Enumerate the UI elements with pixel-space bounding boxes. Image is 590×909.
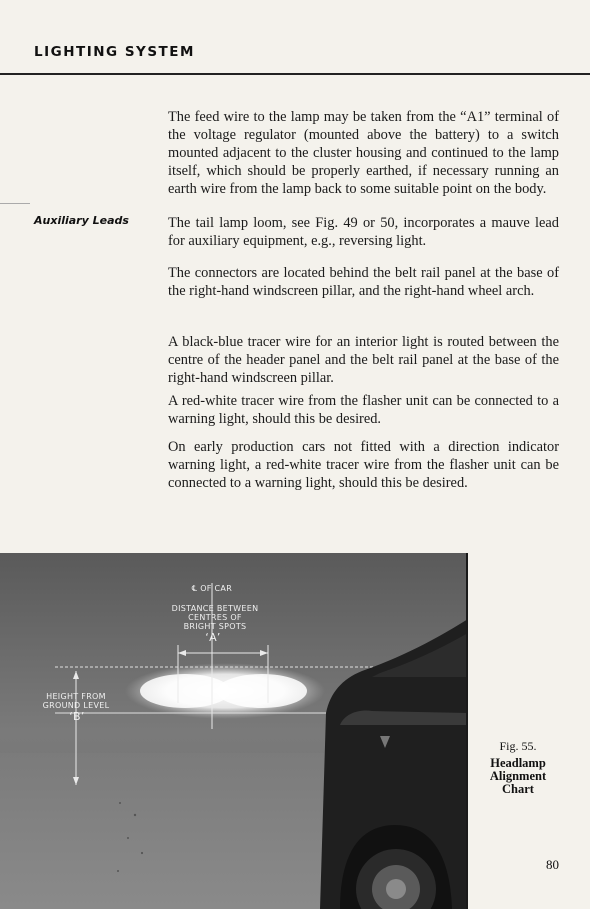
label-distance-a: ‘A’ xyxy=(205,631,221,644)
header-rule xyxy=(0,73,590,75)
label-height-b: ‘B’ xyxy=(69,710,85,723)
paragraph-interior-light: A black-blue tracer wire for an interior light is routed between the centre of the header panel and the belt rail panel at the base of the right-hand windscreen pillar. xyxy=(168,334,559,386)
caption-number: Fig. 55. xyxy=(499,739,537,753)
page-header-title: LIGHTING SYSTEM xyxy=(34,44,195,60)
paragraph-flasher-warning: A red-white tracer wire from the flasher unit can be connected to a warning light, should this be desired. xyxy=(168,393,559,427)
caption-title-line1: Headlamp xyxy=(490,756,546,770)
caption-title-line3: Chart xyxy=(502,782,534,796)
page-number: 80 xyxy=(546,857,559,872)
section-separator xyxy=(0,203,30,204)
label-distance-line2: CENTRES OF xyxy=(188,613,242,622)
paragraph-early-production: On early production cars not fitted with a direction indicator warning light, a red-white tracer wire from the flasher unit can be connected to a warning light, should this be desired. xyxy=(168,439,559,491)
label-distance-line3: BRIGHT SPOTS xyxy=(183,622,247,631)
label-height-line2: GROUND LEVEL xyxy=(42,701,110,710)
headlamp-alignment-photo xyxy=(0,553,468,909)
side-heading-auxiliary-leads: Auxiliary Leads xyxy=(34,214,129,227)
label-height-line1: HEIGHT FROM xyxy=(46,692,106,701)
paragraph-connectors: The connectors are located behind the belt rail panel at the base of the right-hand windscreen pillar, and the right-hand wheel arch. xyxy=(168,265,559,299)
caption-title-line2: Alignment xyxy=(489,769,547,783)
paragraph-feed-wire: The feed wire to the lamp may be taken from the “A1” terminal of the voltage regulator (mounted above the battery) to a switch mounted adjacent to the cluster housing and continued to the lamp itself, which should be properly earthed, if necessary running an earth wire from the lamp back to some suitable point on the body. xyxy=(168,109,559,197)
label-distance-line1: DISTANCE BETWEEN xyxy=(171,604,259,613)
figure-caption xyxy=(478,740,558,796)
paragraph-tail-lamp-loom: The tail lamp loom, see Fig. 49 or 50, incorporates a mauve lead for auxiliary equipment, e.g., reversing light. xyxy=(168,215,559,249)
label-centre-of-car: ℄ OF CAR xyxy=(191,584,233,593)
figure-margin-line xyxy=(466,553,468,909)
